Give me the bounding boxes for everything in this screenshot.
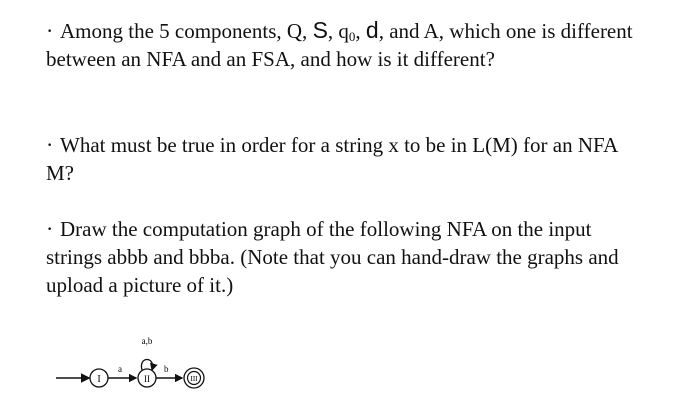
- question-1-text-mid2: ,: [355, 19, 366, 43]
- question-1-text-mid1: , q: [327, 19, 349, 43]
- state-i-label: I: [97, 374, 101, 385]
- question-2-text: What must be true in order for a string x to be in L(M) for an NFA M?: [46, 133, 618, 185]
- question-1-text-after: , and A, which one is different between an NFA and an FSA, and how is it different?: [46, 19, 633, 71]
- q-subscript: 0: [348, 29, 356, 44]
- transition-ii-iii-label: b: [164, 364, 169, 374]
- symbol-d: d: [365, 17, 379, 43]
- transition-i-ii-label: a: [118, 364, 122, 374]
- question-1: [46, 16, 646, 73]
- bullet-2: ·: [46, 132, 54, 157]
- question-3-text: Draw the computation graph of the following NFA on the input strings abbb and bbba. (Note that you can hand-draw the graphs and upload a picture of it.): [46, 217, 619, 297]
- question-1-text-before: Among the 5 components, Q,: [60, 19, 313, 43]
- question-3: [46, 215, 646, 299]
- state-ii-label: II: [144, 374, 150, 384]
- nfa-diagram: [54, 326, 224, 396]
- bullet-3: ·: [46, 216, 54, 241]
- symbol-s: S: [312, 17, 328, 43]
- self-loop-ii-label: a,b: [141, 336, 153, 346]
- state-iii-label: III: [190, 375, 198, 383]
- question-2: [46, 131, 646, 187]
- bullet-1: ·: [46, 18, 54, 43]
